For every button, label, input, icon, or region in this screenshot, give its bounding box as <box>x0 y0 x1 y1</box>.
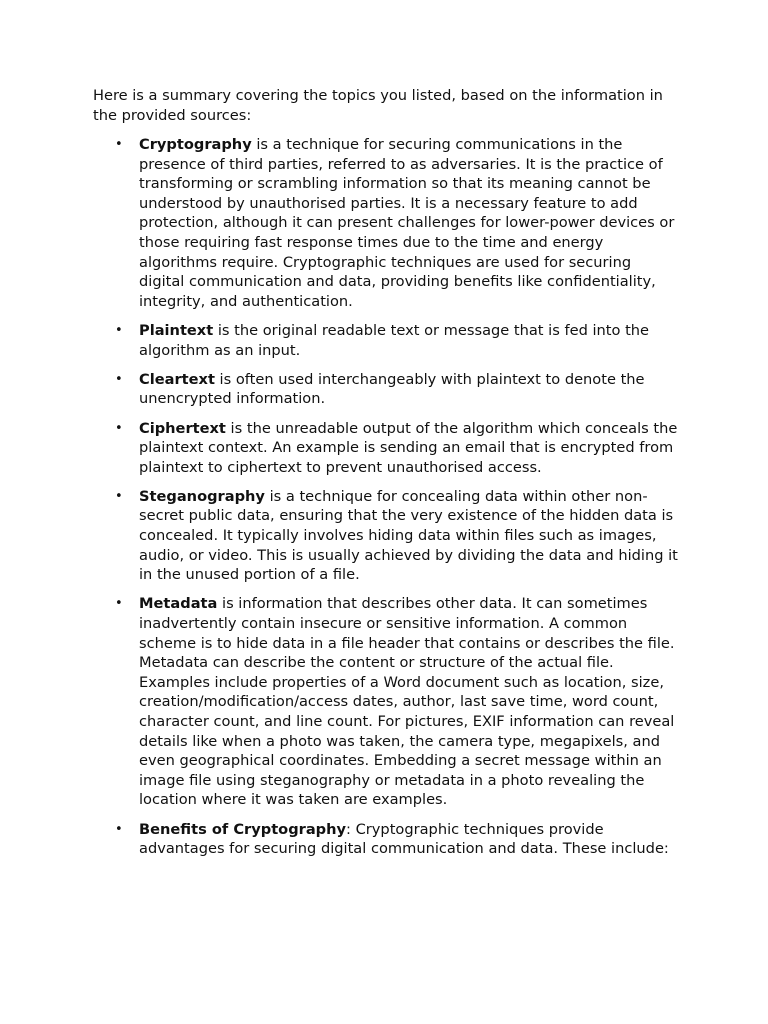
bullet-icon: • <box>115 821 123 837</box>
term-cryptography: Cryptography <box>139 136 252 153</box>
list-item-plaintext <box>93 321 679 360</box>
term-benefits-of-cryptography: Benefits of Cryptography <box>139 820 347 838</box>
bullet-icon: • <box>115 488 123 504</box>
term-steganography: Steganography <box>139 487 265 505</box>
list-item-cryptography <box>93 135 679 311</box>
description-plaintext: is the original readable text or message that is fed into the algorithm as an input. <box>139 321 650 359</box>
list-item-metadata <box>93 594 679 810</box>
description-ciphertext: is the unreadable output of the algorithm which conceals the plaintext context. An example is sending an email that is encrypted from plaintext to ciphertext to prevent unauthorised access. <box>139 419 678 476</box>
bullet-icon: • <box>115 596 123 612</box>
description-cleartext: is often used interchangeably with plaintext to denote the unencrypted information. <box>139 370 645 408</box>
description-metadata: is information that describes other data. It can sometimes inadvertently contain insecure or sensitive information. A common scheme is to hide data in a file header that contains or describes the file. Metadata can describe the content or structure of the actual file. Examples include properties of a Word document such as location, size, creation/modification/access dates, author, last save time, word count, character count, and line count. For pictures, EXIF information can reveal details like when a photo was taken, the camera type, megapixels, and even geographical coordinates. Embedding a secret message within an image file using steganography or metadata in a photo revealing the location where it was taken are examples. <box>139 595 675 809</box>
bullet-icon: • <box>115 371 123 387</box>
list-item-cleartext <box>93 370 679 409</box>
intro-paragraph: Here is a summary covering the topics you listed, based on the information in the provided sources: <box>93 87 663 124</box>
summary-list <box>93 135 693 868</box>
term-plaintext: Plaintext <box>139 321 214 339</box>
list-item-ciphertext <box>93 419 679 478</box>
list-item-benefits <box>93 820 679 859</box>
bullet-icon: • <box>115 420 123 436</box>
description-cryptography: is a technique for securing communications in the presence of third parties, referred to as adversaries. It is the practice of transforming or scrambling information so that its meaning cannot be understood by unauthorised parties. It is a necessary feature to add protection, although it can present challenges for lower-power devices or those requiring fast response times due to the time and energy algorithms require. Cryptographic techniques are used for securing digital communication and data, providing benefits like confidentiality, integrity, and authentication. <box>139 136 675 310</box>
description-steganography: is a technique for concealing data within other non-secret public data, ensuring that the very existence of the hidden data is concealed. It typically involves hiding data within files such as images, audio, or video. This is usually achieved by dividing the data and hiding it in the unused portion of a file. <box>139 487 678 584</box>
bullet-icon: • <box>115 137 123 152</box>
term-metadata: Metadata <box>139 595 218 613</box>
bullet-icon: • <box>115 322 123 338</box>
term-cleartext: Cleartext <box>139 370 215 388</box>
description-benefits: : Cryptographic techniques provide advantages for securing digital communication and data. These include: <box>139 820 669 858</box>
list-item-steganography <box>93 487 679 585</box>
term-ciphertext: Ciphertext <box>139 419 226 437</box>
